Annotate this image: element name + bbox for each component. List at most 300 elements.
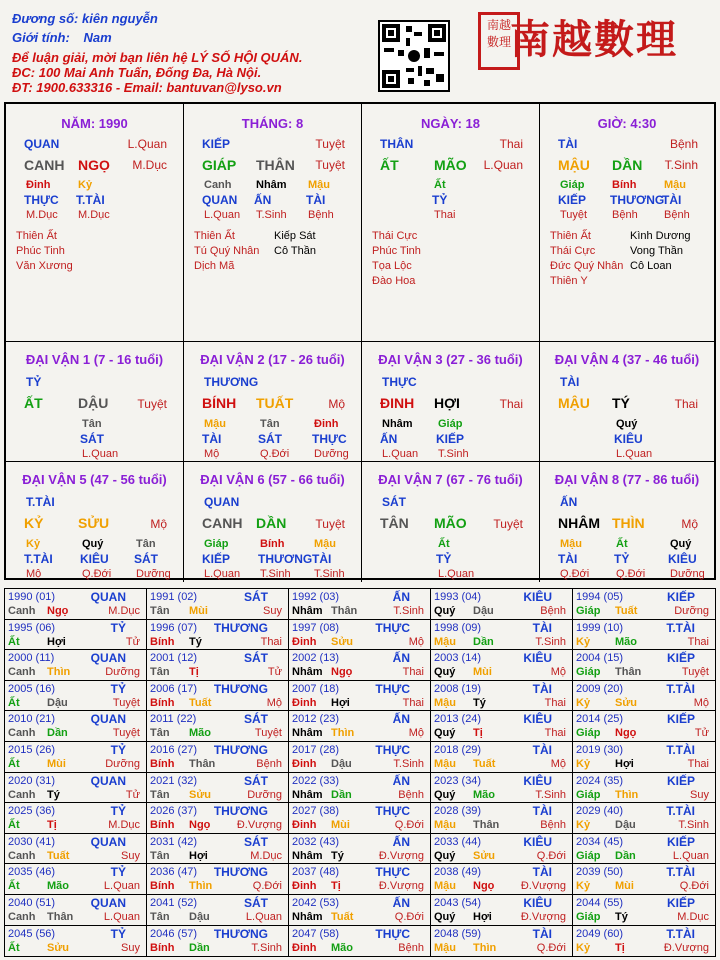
dai-van-branch: DẦN: [256, 515, 287, 531]
year-phase: Bệnh: [398, 941, 424, 954]
year-label: 2030 (41): [8, 835, 56, 848]
year-star: T.TÀI: [666, 804, 695, 819]
year-star: TÀI: [532, 926, 552, 941]
hidden-phase: T.Sinh: [314, 568, 345, 580]
year-stem: Kỷ: [576, 819, 591, 832]
year-phase: Đ.Vượng: [520, 911, 566, 923]
hidden-phase: Q.Đới: [560, 568, 590, 580]
hidden-stem: Ất: [438, 538, 450, 550]
hidden-phase: L.Quan: [204, 568, 241, 580]
dai-van-phase: Thai: [674, 397, 698, 411]
year-phase: Thai: [402, 696, 424, 709]
dai-van-stem: CANH: [202, 515, 243, 531]
year-cell: [573, 864, 715, 895]
year-cell: [5, 681, 147, 712]
year-star: KIÊU: [523, 834, 552, 849]
year-label: 2049 (60): [576, 927, 624, 940]
hidden-star: SÁT: [258, 432, 282, 446]
hidden-phase: M.Dục: [78, 209, 110, 221]
year-cell: [573, 589, 715, 620]
year-phase: Bệnh: [256, 758, 282, 770]
dai-van-stem: ẤT: [24, 395, 43, 411]
year-star: SÁT: [244, 590, 268, 604]
owner-name: Đương số: kiên nguyễn: [12, 11, 158, 26]
pillar-phase: Thai: [499, 137, 523, 151]
year-stem: Tân: [150, 727, 170, 740]
year-phase: M.Dục: [108, 605, 140, 617]
year-stem: Kỷ: [576, 758, 591, 770]
hidden-star: TÀI: [662, 193, 682, 207]
year-label: 2025 (36): [8, 805, 56, 818]
year-star: THƯƠNG: [213, 926, 268, 941]
year-phase: T.Sinh: [535, 788, 566, 801]
hidden-star: ẤN: [380, 432, 398, 446]
year-star: TÀI: [532, 743, 552, 757]
year-stem: Đinh: [292, 758, 317, 770]
year-phase: Dưỡng: [105, 758, 140, 770]
year-star: THƯƠNG: [213, 681, 268, 696]
bazi-grid: [4, 102, 716, 580]
year-label: 2016 (27): [150, 744, 198, 756]
year-branch: Ngọ: [47, 605, 69, 617]
year-branch: Mão: [189, 727, 211, 740]
dai-van-phase: Mộ: [150, 517, 167, 531]
year-star: THỰC: [375, 804, 410, 819]
year-stem: Tân: [150, 605, 170, 617]
year-stem: Nhâm: [292, 727, 323, 740]
hidden-star: QUAN: [202, 193, 238, 207]
pillar-stem: GIÁP: [202, 157, 237, 173]
hidden-phase: T.Sinh: [260, 568, 291, 580]
year-cell: [431, 650, 573, 681]
annual-luck-table: [4, 588, 716, 957]
year-phase: T.Sinh: [678, 819, 709, 832]
hidden-phase: Dưỡng: [670, 568, 705, 580]
hidden-star: KIẾP: [436, 432, 465, 446]
dai-van-title: ĐẠI VẬN 8 (77 - 86 tuổi): [554, 472, 700, 487]
pillar-branch: NGỌ: [78, 157, 110, 173]
year-phase: Q.Đới: [536, 849, 566, 862]
dai-van-phase: Mộ: [681, 517, 698, 531]
year-stem: Mậu: [434, 941, 456, 954]
year-cell: [431, 926, 573, 957]
pillar-star: TÀI: [558, 137, 578, 151]
year-stem: Giáp: [576, 788, 601, 801]
hidden-star: TÀI: [306, 193, 326, 207]
year-star: TÀI: [532, 865, 552, 880]
year-stem: Giáp: [576, 605, 601, 617]
year-star: SÁT: [244, 896, 268, 910]
year-star: KIẾP: [666, 896, 695, 910]
year-label: 2022 (33): [292, 774, 340, 787]
hidden-phase: Tuyệt: [560, 209, 588, 221]
year-star: ẤN: [392, 590, 410, 604]
year-cell: [431, 681, 573, 712]
year-stem: Mậu: [434, 635, 456, 648]
year-cell: [431, 742, 573, 773]
year-cell: [5, 926, 147, 957]
hidden-phase: L.Quan: [204, 209, 241, 221]
year-phase: Bệnh: [540, 819, 566, 832]
year-star: TỶ: [110, 926, 126, 941]
year-label: 2026 (37): [150, 805, 198, 818]
god-star: Thái Cực: [372, 230, 418, 242]
year-stem: Bính: [150, 819, 175, 832]
god-star: Kiếp Sát: [274, 230, 316, 242]
year-cell: [573, 834, 715, 865]
year-star: QUAN: [90, 773, 126, 788]
year-cell: [147, 681, 289, 712]
year-branch: Tị: [47, 819, 57, 832]
hidden-stem: Bính: [260, 538, 285, 550]
god-star: Văn Xương: [16, 260, 73, 272]
year-star: THƯƠNG: [213, 743, 268, 757]
dai-van-cell: [6, 342, 184, 462]
year-cell: [431, 834, 573, 865]
year-branch: Dậu: [615, 819, 636, 832]
year-star: ẤN: [392, 896, 410, 910]
year-phase: Thai: [544, 696, 566, 709]
year-branch: Thân: [47, 911, 74, 923]
header: [0, 0, 720, 100]
year-label: 2023 (34): [434, 774, 482, 787]
year-label: 2045 (56): [8, 927, 56, 940]
year-stem: Canh: [8, 666, 36, 679]
year-phase: Tuyệt: [112, 727, 140, 740]
year-phase: Suy: [690, 788, 709, 801]
hidden-stem: Kỷ: [26, 538, 41, 550]
pillar-branch: DẦN: [612, 157, 643, 173]
year-star: ẤN: [392, 712, 410, 727]
dai-van-star: SÁT: [382, 495, 406, 509]
year-stem: Giáp: [576, 849, 601, 862]
year-branch: Tý: [189, 635, 202, 648]
year-phase: Đ.Vượng: [236, 819, 282, 832]
hidden-star: TỶ: [436, 552, 452, 566]
dai-van-phase: Tuyệt: [315, 517, 345, 531]
hidden-stem: Giáp: [560, 179, 585, 191]
year-branch: Dần: [473, 635, 494, 648]
year-stem: Đinh: [292, 696, 317, 709]
year-star: TỶ: [110, 681, 126, 696]
pillar-branch: MÃO: [434, 157, 467, 173]
year-label: 2008 (19): [434, 682, 482, 695]
year-star: SÁT: [244, 773, 268, 788]
god-star: Tọa Lộc: [372, 260, 412, 272]
year-branch: Dậu: [331, 758, 352, 770]
year-branch: Tuất: [331, 911, 354, 923]
year-branch: Sửu: [615, 696, 638, 709]
year-branch: Thìn: [331, 727, 355, 740]
hidden-phase: Q.Đới: [260, 448, 290, 460]
year-stem: Bính: [150, 696, 175, 709]
year-label: 2015 (26): [8, 744, 56, 756]
year-branch: Mão: [615, 635, 637, 648]
year-stem: Quý: [434, 666, 456, 679]
year-star: T.TÀI: [666, 681, 695, 696]
year-stem: Ất: [8, 880, 20, 893]
year-star: THỰC: [375, 926, 410, 941]
year-branch: Mùi: [189, 605, 208, 617]
year-branch: Mão: [47, 880, 69, 893]
pillar-star: QUAN: [24, 137, 60, 151]
pillar-branch-phase: T.Sinh: [664, 158, 698, 172]
year-cell: [289, 589, 431, 620]
year-cell: [147, 620, 289, 651]
pillar-title: NĂM: 1990: [61, 116, 128, 131]
dai-van-cell: [6, 462, 184, 582]
god-star: Kình Dương: [630, 230, 691, 242]
year-phase: Bệnh: [540, 605, 566, 617]
year-stem: Mậu: [434, 880, 456, 893]
year-cell: [5, 620, 147, 651]
hidden-phase: Dưỡng: [136, 568, 171, 580]
year-branch: Hợi: [47, 635, 66, 648]
phone-email-line[interactable]: ĐT: 1900.633316 - Email: bantuvan@lyso.vn: [12, 80, 282, 95]
year-star: TÀI: [532, 620, 552, 635]
year-cell: [431, 589, 573, 620]
god-star: Thiên Ất: [194, 230, 235, 242]
year-stem: Ất: [8, 941, 20, 954]
hidden-phase: Dưỡng: [314, 448, 349, 460]
year-label: 2047 (58): [292, 927, 340, 940]
year-star: SÁT: [244, 651, 268, 666]
year-cell: [5, 742, 147, 773]
year-phase: M.Dục: [677, 911, 709, 923]
year-label: 2002 (13): [292, 652, 340, 665]
god-star: Phúc Tinh: [16, 245, 65, 257]
hidden-stem: Bính: [612, 179, 637, 191]
year-branch: Tị: [331, 880, 341, 893]
year-branch: Thìn: [47, 666, 71, 679]
year-branch: Tị: [615, 941, 625, 954]
hidden-phase: L.Quan: [82, 448, 119, 460]
dai-van-star: ẤN: [560, 495, 578, 509]
dai-van-phase: Tuyệt: [493, 517, 523, 531]
year-cell: [5, 834, 147, 865]
year-star: QUAN: [90, 590, 126, 604]
hidden-star: TỶ: [432, 193, 448, 207]
year-stem: Mậu: [434, 696, 456, 709]
year-branch: Thân: [189, 758, 216, 770]
year-branch: Mùi: [615, 880, 634, 893]
year-star: KIÊU: [523, 712, 552, 727]
year-label: 2007 (18): [292, 682, 340, 695]
year-branch: Dậu: [473, 605, 494, 617]
year-stem: Canh: [8, 849, 36, 862]
year-cell: [5, 803, 147, 834]
hidden-phase: L.Quan: [438, 568, 475, 580]
year-star: KIÊU: [523, 773, 552, 788]
year-phase: Dưỡng: [674, 605, 709, 617]
year-cell: [573, 650, 715, 681]
hidden-star: T.TÀI: [24, 552, 53, 566]
year-cell: [147, 589, 289, 620]
hidden-stem: Mậu: [560, 538, 582, 550]
year-star: T.TÀI: [666, 865, 695, 880]
year-cell: [5, 711, 147, 742]
year-cell: [573, 681, 715, 712]
hidden-stem: Mậu: [204, 418, 226, 430]
year-phase: Mộ: [550, 758, 566, 770]
year-star: THƯƠNG: [213, 620, 268, 635]
year-star: KIẾP: [666, 651, 695, 666]
hidden-stem: Giáp: [438, 418, 463, 430]
year-stem: Bính: [150, 941, 175, 954]
year-cell: [289, 864, 431, 895]
dai-van-title: ĐẠI VẬN 7 (67 - 76 tuổi): [378, 472, 523, 487]
year-label: 2006 (17): [150, 682, 198, 695]
year-branch: Hợi: [331, 696, 350, 709]
year-phase: L.Quan: [672, 849, 709, 862]
pillar-branch-phase: M.Dục: [132, 158, 167, 172]
year-cell: [573, 711, 715, 742]
year-stem: Đinh: [292, 635, 317, 648]
year-star: TÀI: [532, 681, 552, 696]
year-phase: Tử: [694, 727, 709, 740]
year-stem: Bính: [150, 758, 175, 770]
year-phase: L.Quan: [103, 911, 140, 923]
hidden-star: TỶ: [614, 552, 630, 566]
year-phase: Suy: [121, 849, 140, 862]
year-phase: Bệnh: [398, 788, 424, 801]
dai-van-title: ĐẠI VẬN 1 (7 - 16 tuổi): [25, 352, 164, 367]
year-label: 2038 (49): [434, 866, 482, 879]
hidden-phase: Thai: [434, 209, 456, 221]
hidden-star: THƯƠNG: [610, 193, 665, 207]
dai-van-phase: Tuyệt: [137, 397, 167, 411]
year-star: SÁT: [244, 712, 268, 727]
dai-van-cell: [184, 342, 362, 462]
god-star: Cô Thần: [274, 245, 316, 257]
year-branch: Tuất: [615, 605, 638, 617]
year-cell: [5, 650, 147, 681]
year-cell: [289, 711, 431, 742]
year-label: 2040 (51): [8, 897, 56, 909]
dai-van-title: ĐẠI VẬN 4 (37 - 46 tuổi): [554, 352, 700, 367]
hidden-phase: L.Quan: [382, 448, 419, 460]
year-branch: Tý: [331, 849, 344, 862]
year-phase: Thai: [687, 758, 709, 770]
year-label: 2012 (23): [292, 713, 340, 726]
year-phase: Tử: [267, 666, 282, 679]
year-phase: Mộ: [266, 696, 282, 709]
hidden-stem: Quý: [670, 538, 692, 550]
dai-van-title: ĐẠI VẬN 2 (17 - 26 tuổi): [200, 352, 345, 367]
address-line: ĐC: 100 Mai Anh Tuấn, Đống Đa, Hà Nội.: [12, 65, 262, 80]
hidden-star: ẤN: [254, 193, 272, 207]
year-star: QUAN: [90, 834, 126, 849]
year-star: QUAN: [90, 896, 126, 910]
year-cell: [573, 895, 715, 926]
year-stem: Ất: [8, 819, 20, 832]
year-phase: Thai: [687, 635, 709, 648]
year-cell: [573, 742, 715, 773]
year-branch: Dần: [331, 788, 352, 801]
year-cell: [289, 650, 431, 681]
year-label: 1992 (03): [292, 591, 340, 603]
year-cell: [289, 895, 431, 926]
hidden-phase: M.Dục: [26, 209, 58, 221]
year-star: THỰC: [375, 743, 410, 757]
pillar-phase: L.Quan: [127, 137, 167, 151]
hidden-star: T.TÀI: [76, 193, 105, 207]
year-branch: Mão: [331, 941, 353, 954]
year-stem: Kỷ: [576, 880, 591, 893]
hidden-phase: Bệnh: [612, 209, 638, 221]
year-label: 1998 (09): [434, 621, 482, 634]
year-branch: Mão: [473, 788, 495, 801]
dai-van-cell: [540, 342, 714, 462]
hidden-phase: Mộ: [26, 568, 42, 580]
year-label: 2036 (47): [150, 866, 198, 879]
year-cell: [431, 711, 573, 742]
dai-van-branch: SỬU: [78, 515, 110, 531]
hidden-phase: Bệnh: [664, 209, 690, 221]
year-label: 2044 (55): [576, 897, 624, 909]
dai-van-branch: HỢI: [434, 395, 460, 411]
year-label: 2024 (35): [576, 774, 624, 787]
hidden-phase: L.Quan: [616, 448, 653, 460]
year-phase: Q.Đới: [252, 880, 282, 893]
year-phase: Dưỡng: [247, 788, 282, 801]
hidden-star: KIÊU: [668, 552, 697, 566]
dai-van-star: TỶ: [26, 375, 42, 389]
dai-van-stem: KỶ: [24, 515, 44, 531]
year-star: THƯƠNG: [213, 865, 268, 880]
pillar-branch-phase: L.Quan: [483, 158, 523, 172]
hidden-star: SÁT: [80, 432, 104, 446]
year-cell: [573, 620, 715, 651]
year-stem: Kỷ: [576, 941, 591, 954]
year-branch: Tuất: [47, 849, 70, 862]
year-cell: [289, 620, 431, 651]
year-label: 1999 (10): [576, 621, 624, 634]
hidden-stem: Canh: [204, 179, 232, 191]
year-cell: [5, 773, 147, 804]
year-star: THỰC: [375, 681, 410, 696]
year-phase: T.Sinh: [393, 605, 424, 617]
pillar-stem: MẬU: [558, 157, 590, 173]
year-cell: [147, 742, 289, 773]
year-stem: Quý: [434, 727, 456, 740]
year-label: 1993 (04): [434, 591, 482, 603]
year-phase: Đ.Vượng: [663, 941, 709, 954]
year-stem: Giáp: [576, 911, 601, 923]
pillar-phase: Bệnh: [669, 137, 698, 151]
hidden-stem: Quý: [82, 538, 104, 550]
year-label: 2005 (16): [8, 682, 56, 695]
year-stem: Giáp: [576, 727, 601, 740]
year-phase: L.Quan: [245, 911, 282, 923]
hidden-star: KIÊU: [80, 552, 109, 566]
year-stem: Đinh: [292, 941, 317, 954]
year-phase: T.Sinh: [535, 635, 566, 648]
year-label: 2043 (54): [434, 897, 482, 909]
gender-value: Nam: [83, 30, 112, 45]
year-phase: Tử: [125, 788, 140, 801]
year-star: KIÊU: [523, 896, 552, 910]
gender-label: Giới tính:: [12, 30, 70, 45]
year-cell: [147, 803, 289, 834]
god-star: Thiên Y: [550, 275, 588, 287]
year-stem: Mậu: [434, 758, 456, 770]
year-phase: Q.Đới: [394, 911, 424, 923]
year-branch: Tị: [189, 666, 199, 679]
dai-van-phase: Thai: [499, 397, 523, 411]
year-label: 2027 (38): [292, 805, 340, 818]
hidden-stem: Mậu: [308, 179, 330, 191]
